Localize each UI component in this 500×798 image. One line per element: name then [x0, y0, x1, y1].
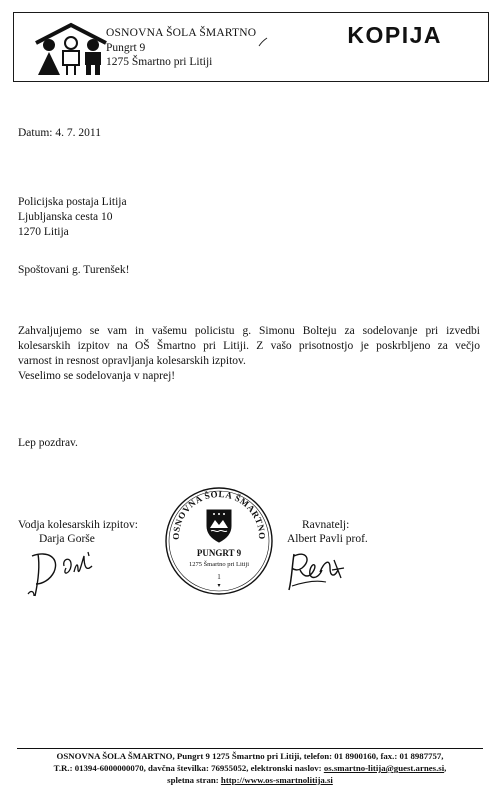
letter-body: [18, 324, 480, 384]
school-children-logo-icon: [32, 21, 110, 77]
recipient-line: 1270 Litija: [18, 226, 69, 238]
body-line: kolesarskih izpitov na OŠ Šmartno pri Litiji. Z vašo prisotnostjo je poskrbljeno za večjo: [18, 340, 480, 352]
seal-city: 1275 Šmartno pri Litiji: [188, 561, 250, 568]
left-handwritten-signature: [26, 544, 96, 602]
seal-street: PUNGRT 9: [196, 548, 242, 558]
footer-address-line: OSNOVNA ŠOLA ŠMARTNO, Pungrt 9 1275 Šmartno pri Litiji, telefon: 01 8900160, fax.: 01 8987757,: [56, 751, 444, 761]
school-seal-stamp: [164, 486, 274, 596]
body-line: Veselimo se sodelovanja v naprej!: [18, 370, 176, 382]
closing: Lep pozdrav.: [18, 437, 78, 449]
seal-arc-text: OSNOVNA ŠOLA ŠMARTNO: [170, 488, 268, 540]
footer-email-link[interactable]: os.smartno-litija@guest.arnes.si: [323, 763, 445, 773]
salutation: Spoštovani g. Turenšek!: [18, 264, 130, 276]
footer-tax-suffix: ,: [444, 763, 447, 773]
school-street: Pungrt 9: [106, 42, 146, 54]
footer-web-label: spletna stran:: [167, 775, 221, 785]
school-city: 1275 Šmartno pri Litiji: [106, 56, 213, 68]
pen-mark: [258, 37, 268, 47]
body-line: Zahvaljujemo se vam in vašemu policistu g. Simonu Bolteju za sodelovanje pri izvedbi: [18, 325, 480, 337]
footer-tax-text: T.R.: 01394-6000000070, davčna številka: 76955052, elektronski naslov:: [53, 763, 324, 773]
school-name: OSNOVNA ŠOLA ŠMARTNO: [106, 27, 257, 39]
body-line: varnost in resnost opravljanja kolesarskih izpitov.: [18, 355, 246, 367]
footer-tax-line: [0, 763, 500, 773]
seal-number: 1: [217, 573, 221, 581]
right-signatory-title: Ravnatelj:: [302, 519, 350, 531]
copy-stamp: KOPIJA: [347, 22, 442, 48]
footer-web-line: [0, 775, 500, 785]
footer-divider: [17, 748, 483, 749]
left-signatory-title: Vodja kolesarskih izpitov:: [18, 519, 138, 531]
left-signatory-name: Darja Gorše: [39, 533, 95, 545]
letter-date: Datum: 4. 7. 2011: [18, 127, 101, 139]
right-handwritten-signature: [286, 548, 348, 594]
recipient-line: Policijska postaja Litija: [18, 196, 127, 208]
right-signatory-name: Albert Pavli prof.: [287, 533, 368, 545]
recipient-line: Ljubljanska cesta 10: [18, 211, 113, 223]
svg-text:▾: ▾: [217, 583, 221, 589]
recipient-address: [18, 195, 127, 240]
letterhead: [13, 12, 489, 82]
footer-website-link[interactable]: http://www.os-smartnolitija.si: [220, 775, 333, 785]
